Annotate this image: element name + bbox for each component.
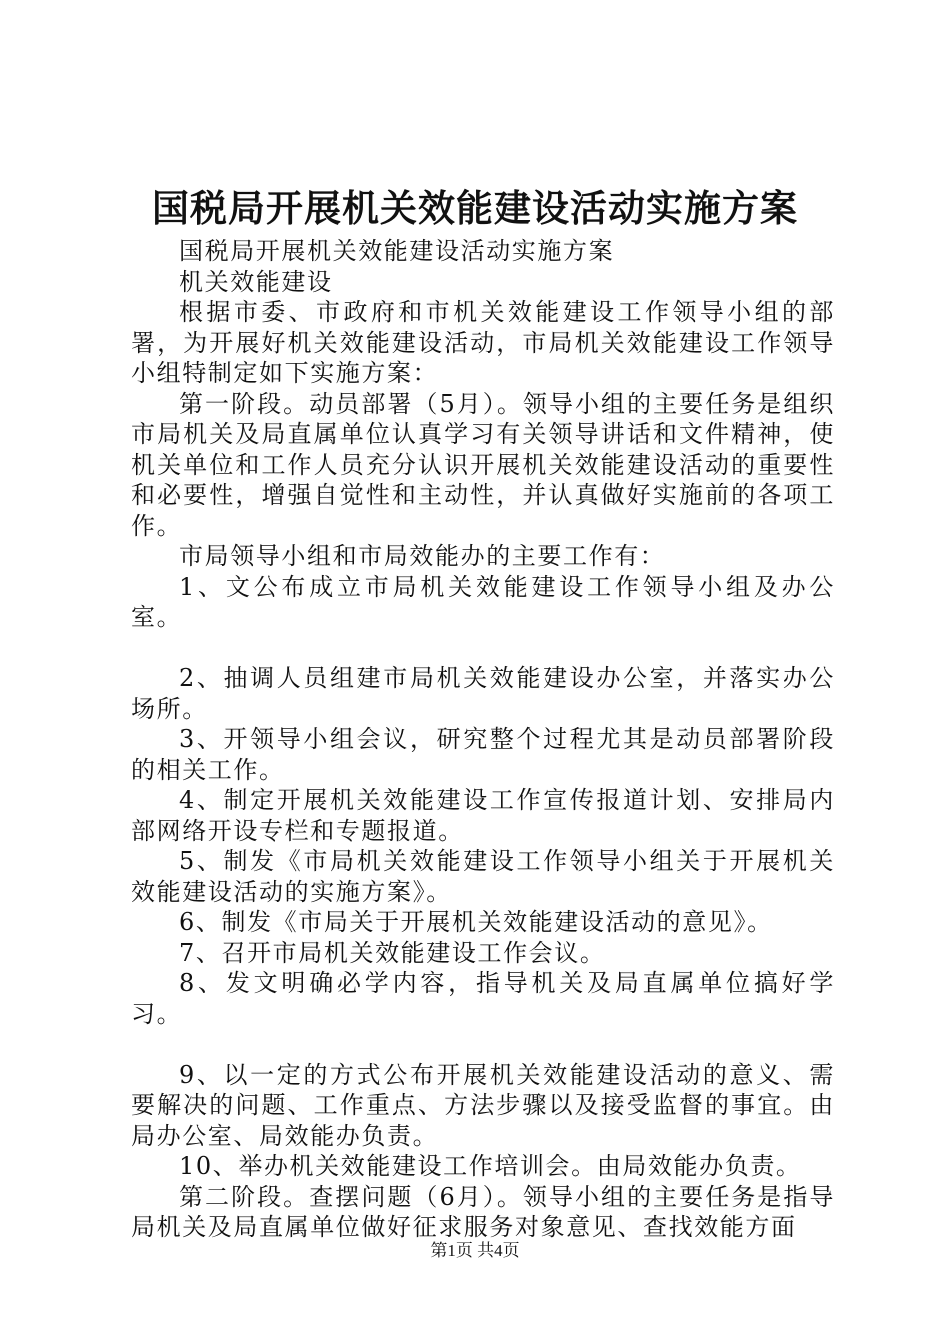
paragraph-intro: 根据市委、市政府和市机关效能建设工作领导小组的部署，为开展好机关效能建设活动，市局机关效能建设工作领导小组特制定如下实施方案： [131, 298, 835, 387]
list-item-9: 9、以一定的方式公布开展机关效能建设活动的意义、需要解决的问题、工作重点、方法步骤以及接受监督的事宜。由局办公室、局效能办负责。 [131, 1060, 835, 1150]
list-item-1: 1、文公布成立市局机关效能建设工作领导小组及办公室。 [131, 572, 835, 631]
page-indicator: 第1页 共4页 [430, 1241, 520, 1260]
list-item-10: 10、举办机关效能建设工作培训会。由局效能办负责。 [179, 1152, 802, 1180]
list-item-3: 3、开领导小组会议，研究整个过程尤其是动员部署阶段的相关工作。 [131, 725, 835, 784]
document-title: 国税局开展机关效能建设活动实施方案 [152, 187, 798, 230]
paragraph-phase-one: 第一阶段。动员部署（5月）。领导小组的主要任务是组织市局机关及局直属单位认真学习有关领导讲话和文件精神，使机关单位和工作人员充分认识开展机关效能建设活动的重要性和必要性，增强自觉性和主动性，并认真做好实施前的各项工作。 [131, 389, 835, 540]
list-item-2: 2、抽调人员组建市局机关效能建设办公室，并落实办公场所。 [131, 664, 835, 723]
document-body [131, 236, 835, 1243]
list-item-6: 6、制发《市局关于开展机关效能建设活动的意见》。 [179, 908, 773, 936]
paragraph-main-work: 市局领导小组和市局效能办的主要工作有： [179, 542, 666, 570]
paragraph-phase-two: 第二阶段。查摆问题（6月）。领导小组的主要任务是指导局机关及局直属单位做好征求服务对象意见、查找效能方面 [131, 1182, 835, 1241]
list-item-5: 5、制发《市局机关效能建设工作领导小组关于开展机关效能建设活动的实施方案》。 [131, 847, 835, 906]
paragraph-subtitle: 国税局开展机关效能建设活动实施方案 [179, 237, 615, 265]
list-item-4: 4、制定开展机关效能建设工作宣传报道计划、安排局内部网络开设专栏和专题报道。 [131, 786, 835, 845]
list-item-7: 7、召开市局机关效能建设工作会议。 [179, 938, 606, 967]
paragraph-keyword: 机关效能建设 [179, 267, 333, 296]
list-item-8: 8、发文明确必学内容，指导机关及局直属单位搞好学习。 [131, 969, 835, 1028]
